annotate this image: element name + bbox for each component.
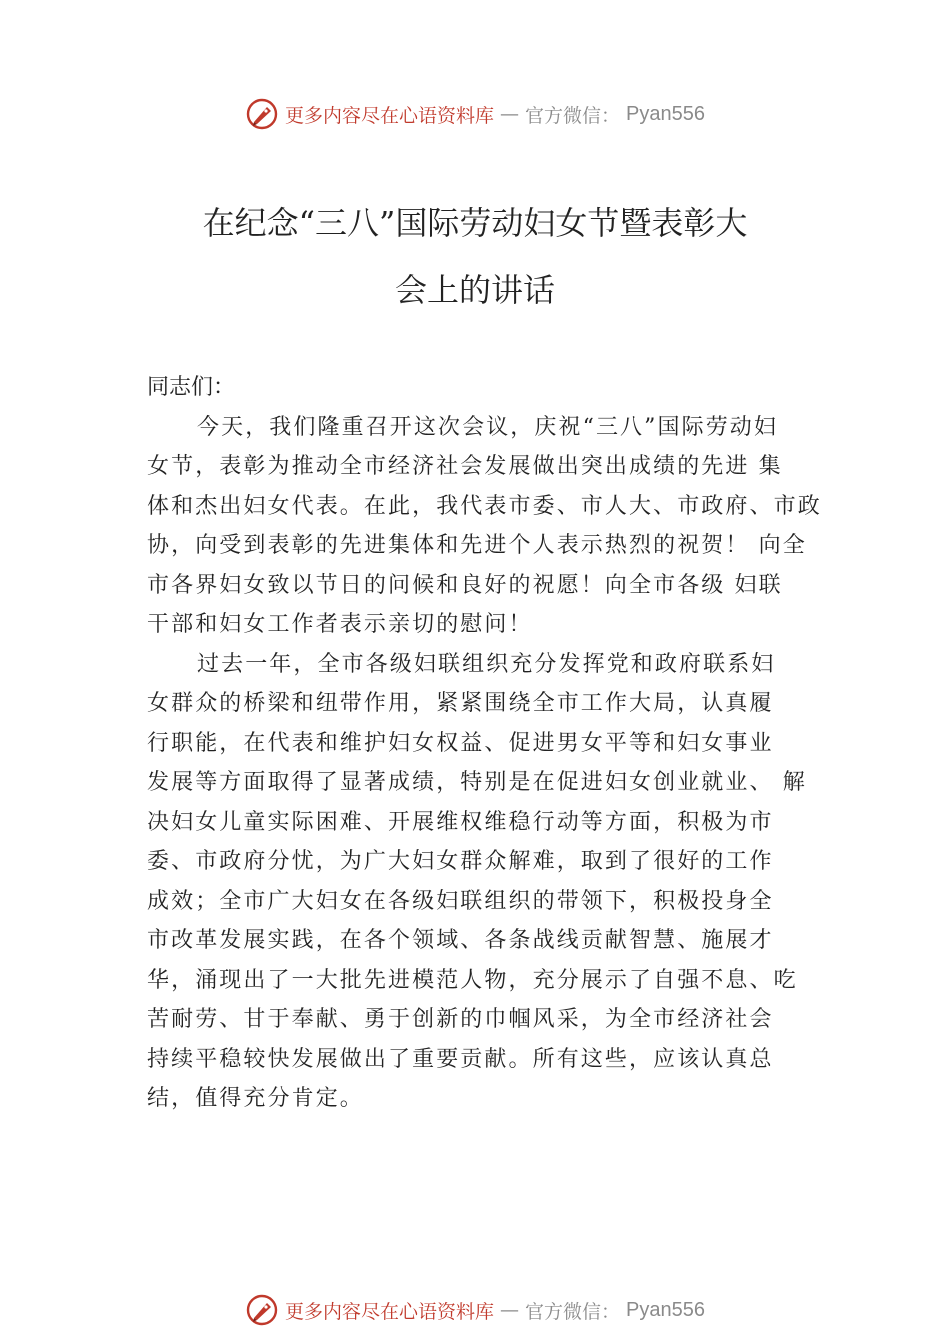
watermark-dash: — xyxy=(500,1299,520,1321)
paragraph-line: 决妇女儿童实际困难、开展维权维稳行动等方面，积极为市 xyxy=(147,809,774,835)
paragraph-line: 市改革发展实践，在各个领域、各条战线贡献智慧、施展才 xyxy=(147,928,774,953)
paragraph-line: 体和杰出妇女代表。在此，我代表市委、市人大、市政府、市政 xyxy=(147,493,822,519)
pen-nib-logo-icon xyxy=(245,97,279,131)
paragraph-line: 干部和妇女工作者表示亲切的慰问！ xyxy=(147,612,533,637)
paragraph-line: 苦耐劳、甘于奉献、勇于创新的巾帼风采，为全市经济社会 xyxy=(147,1007,774,1032)
salutation: 同志们： xyxy=(147,375,236,400)
paragraph-line: 女群众的桥梁和纽带作用，紧紧围绕全市工作大局，认真履 xyxy=(147,691,774,716)
paragraph-line: 持续平稳较快发展做出了重要贡献。所有这些，应该认真总 xyxy=(147,1046,774,1072)
watermark-official-label: 官方微信： xyxy=(525,1300,621,1323)
paragraph-line: 发展等方面取得了显著成绩，特别是在促进妇女创业就业、 解 xyxy=(147,770,807,795)
paragraph-line: 市各界妇女致以节日的问候和良好的祝愿！向全市各级 妇联 xyxy=(147,572,783,598)
document-body xyxy=(147,368,837,1119)
paragraph-2 xyxy=(147,645,837,1119)
watermark-brand-text: 更多内容尽在心语资料库 xyxy=(285,1300,495,1323)
paragraph-line: 协，向受到表彰的先进集体和先进个人表示热烈的祝贺！ 向全 xyxy=(147,533,807,558)
paragraph-line: 过去一年，全市各级妇联组织充分发挥党和政府联系妇 xyxy=(197,651,776,677)
pen-nib-logo-icon xyxy=(245,1293,279,1327)
paragraph-line: 委、市政府分忧，为广大妇女群众解难，取到了很好的工作 xyxy=(147,849,774,874)
footer-watermark xyxy=(0,1290,950,1330)
paragraph-line: 女节，表彰为推动全市经济社会发展做出突出成绩的先进 集 xyxy=(147,454,783,479)
document-title-line-1: 在纪念“三八”国际劳动妇女节暨表彰大 xyxy=(202,204,748,242)
paragraph-line: 华，涌现出了一大批先进模范人物，充分展示了自强不息、吃 xyxy=(147,967,798,993)
watermark-brand-text: 更多内容尽在心语资料库 xyxy=(285,104,495,127)
paragraph-line: 成效；全市广大妇女在各级妇联组织的带领下，积极投身全 xyxy=(147,888,774,914)
paragraph-1 xyxy=(147,408,837,645)
document-title-line-2: 会上的讲话 xyxy=(394,271,555,309)
watermark-wechat-id: Pyan556 xyxy=(626,102,705,125)
paragraph-line: 今天，我们隆重召开这次会议，庆祝“三八”国际劳动妇 xyxy=(197,414,778,440)
watermark-wechat-id: Pyan556 xyxy=(626,1298,705,1321)
header-watermark xyxy=(0,94,950,134)
watermark-dash: — xyxy=(500,103,520,125)
paragraph-line: 行职能，在代表和维护妇女权益、促进男女平等和妇女事业 xyxy=(147,730,774,756)
watermark-official-label: 官方微信： xyxy=(525,104,621,127)
paragraph-line: 结，值得充分肯定。 xyxy=(147,1086,364,1111)
